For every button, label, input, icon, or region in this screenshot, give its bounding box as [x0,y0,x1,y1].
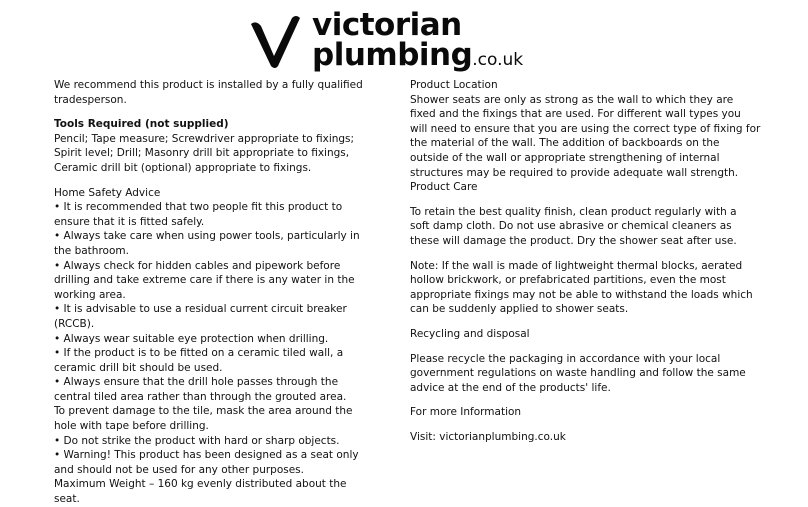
tools-line: Spirit level; Drill; Masonry drill bit appropriate to fixings, [54,147,350,160]
safety-line: ceramic drill bit should be used. [54,361,223,374]
website-visit-line: Visit: victorianplumbing.co.uk [410,430,566,443]
safety-line: • Always ensure that the drill hole passes through the [54,376,339,389]
safety-line: • Always check for hidden cables and pipework before [54,259,341,272]
tools-line: Pencil; Tape measure; Screwdriver appropriate to fixings; [54,132,355,145]
safety-line: • Do not strike the product with hard or sharp objects. [54,434,340,447]
care-line: these will damage the product. Dry the shower seat after use. [410,234,737,247]
safety-line: • Always wear suitable eye protection when drilling. [54,332,329,345]
safety-line: drilling and take extreme care if there is any water in the [54,274,355,287]
note-line: Note: If the wall is made of lightweight thermal blocks, aerated [410,259,743,272]
note-line: appropriate fixings may not be able to withstand the loads which [410,288,753,301]
care-line: To retain the best quality finish, clean product regularly with a [410,205,737,218]
safety-line: • Always take care when using power tools, particularly in [54,230,360,243]
intro-line: tradesperson. [54,93,127,106]
recycling-line: Please recycle the packaging in accordance with your local [410,352,721,365]
note-section [410,259,780,317]
safety-line: ensure that it is fitted safely. [54,215,205,228]
recycling-heading: Recycling and disposal [410,327,530,340]
left-column [54,78,394,507]
tools-heading: Tools Required (not supplied) [54,118,229,131]
location-line: outside of the wall or appropriate strengthening of internal [410,151,720,164]
location-section [410,78,780,195]
care-section [410,205,780,249]
brand-name-plumbing: plumbing [312,37,473,73]
safety-line: • It is recommended that two people fit this product to [54,201,343,214]
intro-line: We recommend this product is installed by a fully qualified [54,79,363,91]
safety-line: seat. [54,493,80,506]
location-line: the material of the wall. The addition of backboards on the [410,137,720,150]
safety-line: Maximum Weight – 160 kg evenly distributed about the [54,478,347,491]
recycling-line: advice at the end of the products' life. [410,381,611,394]
safety-line: central tiled area rather than through the grouted area. [54,390,347,403]
care-heading: Product Care [410,181,478,194]
location-line: Shower seats are only as strong as the wall to which they are [410,93,734,106]
intro-paragraph [54,78,394,107]
note-line: can be suddenly applied to shower seats. [410,303,629,316]
right-column [410,78,780,444]
brand-name-line1: victorian [312,7,462,43]
brand-name-line2 [312,38,523,77]
victorian-plumbing-v-mark-icon [248,14,304,70]
location-line: will need to ensure that you are using the correct type of fixing for [410,122,761,135]
safety-line: and should not be used for any other purposes. [54,463,304,476]
tools-line: Ceramic drill bit (optional) appropriate to fixings. [54,161,312,174]
safety-line: working area. [54,288,126,301]
more-info-heading: For more Information [410,406,522,419]
safety-line: • If the product is to be fitted on a ceramic tiled wall, a [54,347,344,360]
tools-section [54,117,394,175]
safety-line: the bathroom. [54,244,129,257]
brand-logo [248,8,548,72]
safety-line: hole with tape before drilling. [54,420,209,433]
brand-domain-suffix: .co.uk [472,50,524,70]
location-line: fixed and the fixings that are used. For different wall types you [410,108,741,121]
note-line: hollow brickwork, or prefabricated partitions, even the most [410,274,726,287]
safety-line: • It is advisable to use a residual current circuit breaker [54,303,347,316]
safety-line: (RCCB). [54,317,95,330]
safety-line: To prevent damage to the tile, mask the area around the [54,405,353,418]
location-heading: Product Location [410,79,498,91]
safety-heading: Home Safety Advice [54,186,161,199]
recycling-line: government regulations on waste handling and follow the same [410,367,746,380]
safety-section [54,186,394,507]
safety-line: • Warning! This product has been designed as a seat only [54,449,359,462]
location-line: structures may be required to provide adequate wall strength. [410,166,739,179]
care-line: soft damp cloth. Do not use abrasive or chemical cleaners as [410,220,732,233]
recycling-section [410,352,780,396]
